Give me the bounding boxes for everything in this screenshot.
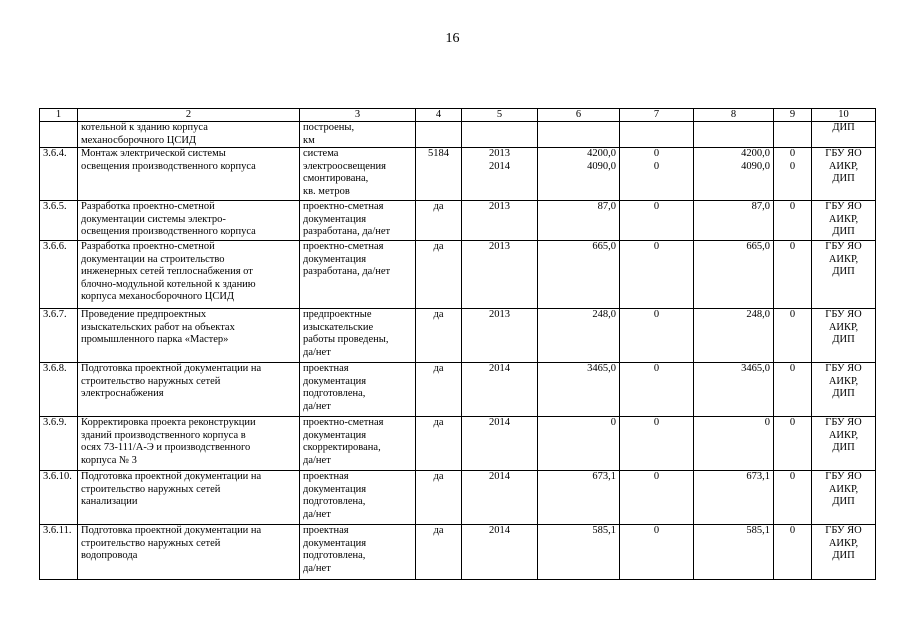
- item-number: [40, 122, 78, 148]
- other-amount: 0: [774, 363, 812, 417]
- indicator-value: да: [416, 471, 462, 525]
- regional-amount: 3465,0: [694, 363, 774, 417]
- year: 2014: [462, 471, 538, 525]
- year: 2013: [462, 241, 538, 309]
- total-amount: 87,0: [538, 201, 620, 241]
- other-amount: 0 0: [774, 148, 812, 201]
- other-amount: 0: [774, 471, 812, 525]
- table-row: [40, 417, 876, 471]
- federal-amount: 0: [620, 201, 694, 241]
- result-indicator: проектная документация подготовлена, да/нет: [300, 363, 416, 417]
- indicator-value: да: [416, 525, 462, 580]
- other-amount: 0: [774, 417, 812, 471]
- measure-description: Проведение предпроектных изыскательских работ на объектах промышленного парка «Мастер»: [78, 309, 300, 363]
- regional-amount: 87,0: [694, 201, 774, 241]
- result-indicator: предпроектные изыскательские работы проведены, да/нет: [300, 309, 416, 363]
- regional-amount: 673,1: [694, 471, 774, 525]
- executor: ГБУ ЯО АИКР, ДИП: [812, 309, 876, 363]
- column-header: 8: [694, 109, 774, 122]
- federal-amount: 0: [620, 525, 694, 580]
- year: 2013 2014: [462, 148, 538, 201]
- result-indicator: система электроосвещения смонтирована, кв. метров: [300, 148, 416, 201]
- item-number: 3.6.11.: [40, 525, 78, 580]
- executor: ГБУ ЯО АИКР, ДИП: [812, 417, 876, 471]
- item-number: 3.6.7.: [40, 309, 78, 363]
- measure-description: Корректировка проекта реконструкции зданий производственного корпуса в осях 73-111/А-Э и производственного корпуса № 3: [78, 417, 300, 471]
- page-number: 16: [445, 31, 460, 46]
- result-indicator: построены, км: [300, 122, 416, 148]
- total-amount: 3465,0: [538, 363, 620, 417]
- item-number: 3.6.4.: [40, 148, 78, 201]
- other-amount: 0: [774, 309, 812, 363]
- measure-description: Подготовка проектной документации на строительство наружных сетей электроснабжения: [78, 363, 300, 417]
- indicator-value: да: [416, 363, 462, 417]
- total-amount: 665,0: [538, 241, 620, 309]
- regional-amount: [694, 122, 774, 148]
- year: 2014: [462, 525, 538, 580]
- year: 2014: [462, 363, 538, 417]
- table-row: [40, 241, 876, 309]
- year: 2013: [462, 201, 538, 241]
- item-number: 3.6.10.: [40, 471, 78, 525]
- item-number: 3.6.8.: [40, 363, 78, 417]
- result-indicator: проектно-сметная документация разработана, да/нет: [300, 241, 416, 309]
- total-amount: 0: [538, 417, 620, 471]
- executor: ДИП: [812, 122, 876, 148]
- column-header: 9: [774, 109, 812, 122]
- other-amount: 0: [774, 525, 812, 580]
- regional-amount: 4200,0 4090,0: [694, 148, 774, 201]
- executor: ГБУ ЯО АИКР, ДИП: [812, 525, 876, 580]
- executor: ГБУ ЯО АИКР, ДИП: [812, 363, 876, 417]
- result-indicator: проектная документация подготовлена, да/нет: [300, 525, 416, 580]
- total-amount: 4200,0 4090,0: [538, 148, 620, 201]
- total-amount: [538, 122, 620, 148]
- total-amount: 248,0: [538, 309, 620, 363]
- federal-amount: 0: [620, 471, 694, 525]
- table-header-row: [40, 109, 876, 122]
- table-row: [40, 201, 876, 241]
- measure-description: котельной к зданию корпуса механосборочного ЦСИД: [78, 122, 300, 148]
- year: 2013: [462, 309, 538, 363]
- federal-amount: 0: [620, 309, 694, 363]
- table-row: [40, 471, 876, 525]
- column-header: 7: [620, 109, 694, 122]
- table-row: [40, 122, 876, 148]
- federal-amount: 0: [620, 417, 694, 471]
- measure-description: Подготовка проектной документации на строительство наружных сетей канализации: [78, 471, 300, 525]
- table-row: [40, 525, 876, 580]
- federal-amount: 0 0: [620, 148, 694, 201]
- table-row: [40, 309, 876, 363]
- column-header: 10: [812, 109, 876, 122]
- other-amount: [774, 122, 812, 148]
- result-indicator: проектная документация подготовлена, да/нет: [300, 471, 416, 525]
- indicator-value: да: [416, 241, 462, 309]
- item-number: 3.6.5.: [40, 201, 78, 241]
- executor: ГБУ ЯО АИКР, ДИП: [812, 241, 876, 309]
- regional-amount: 665,0: [694, 241, 774, 309]
- measure-description: Подготовка проектной документации на строительство наружных сетей водопровода: [78, 525, 300, 580]
- executor: ГБУ ЯО АИКР, ДИП: [812, 148, 876, 201]
- indicator-value: да: [416, 201, 462, 241]
- item-number: 3.6.9.: [40, 417, 78, 471]
- executor: ГБУ ЯО АИКР, ДИП: [812, 201, 876, 241]
- column-header: 2: [78, 109, 300, 122]
- other-amount: 0: [774, 201, 812, 241]
- table-row: [40, 148, 876, 201]
- table-row: [40, 363, 876, 417]
- indicator-value: 5184: [416, 148, 462, 201]
- other-amount: 0: [774, 241, 812, 309]
- column-header: 1: [40, 109, 78, 122]
- regional-amount: 248,0: [694, 309, 774, 363]
- column-header: 4: [416, 109, 462, 122]
- result-indicator: проектно-сметная документация разработана, да/нет: [300, 201, 416, 241]
- total-amount: 585,1: [538, 525, 620, 580]
- result-indicator: проектно-сметная документация скорректирована, да/нет: [300, 417, 416, 471]
- column-header: 6: [538, 109, 620, 122]
- executor: ГБУ ЯО АИКР, ДИП: [812, 471, 876, 525]
- measure-description: Монтаж электрической системы освещения производственного корпуса: [78, 148, 300, 201]
- column-header: 5: [462, 109, 538, 122]
- measure-description: Разработка проектно-сметной документации на строительство инженерных сетей теплоснабжения от блочно-модульной котельной к зданию корпуса механосборочного ЦСИД: [78, 241, 300, 309]
- column-header: 3: [300, 109, 416, 122]
- indicator-value: да: [416, 417, 462, 471]
- federal-amount: 0: [620, 363, 694, 417]
- regional-amount: 585,1: [694, 525, 774, 580]
- item-number: 3.6.6.: [40, 241, 78, 309]
- regional-amount: 0: [694, 417, 774, 471]
- federal-amount: 0: [620, 241, 694, 309]
- indicator-value: да: [416, 309, 462, 363]
- year: 2014: [462, 417, 538, 471]
- indicator-value: [416, 122, 462, 148]
- year: [462, 122, 538, 148]
- measure-description: Разработка проектно-сметной документации системы электро- освещения производственного корпуса: [78, 201, 300, 241]
- federal-amount: [620, 122, 694, 148]
- total-amount: 673,1: [538, 471, 620, 525]
- program-measures-table: [39, 108, 876, 580]
